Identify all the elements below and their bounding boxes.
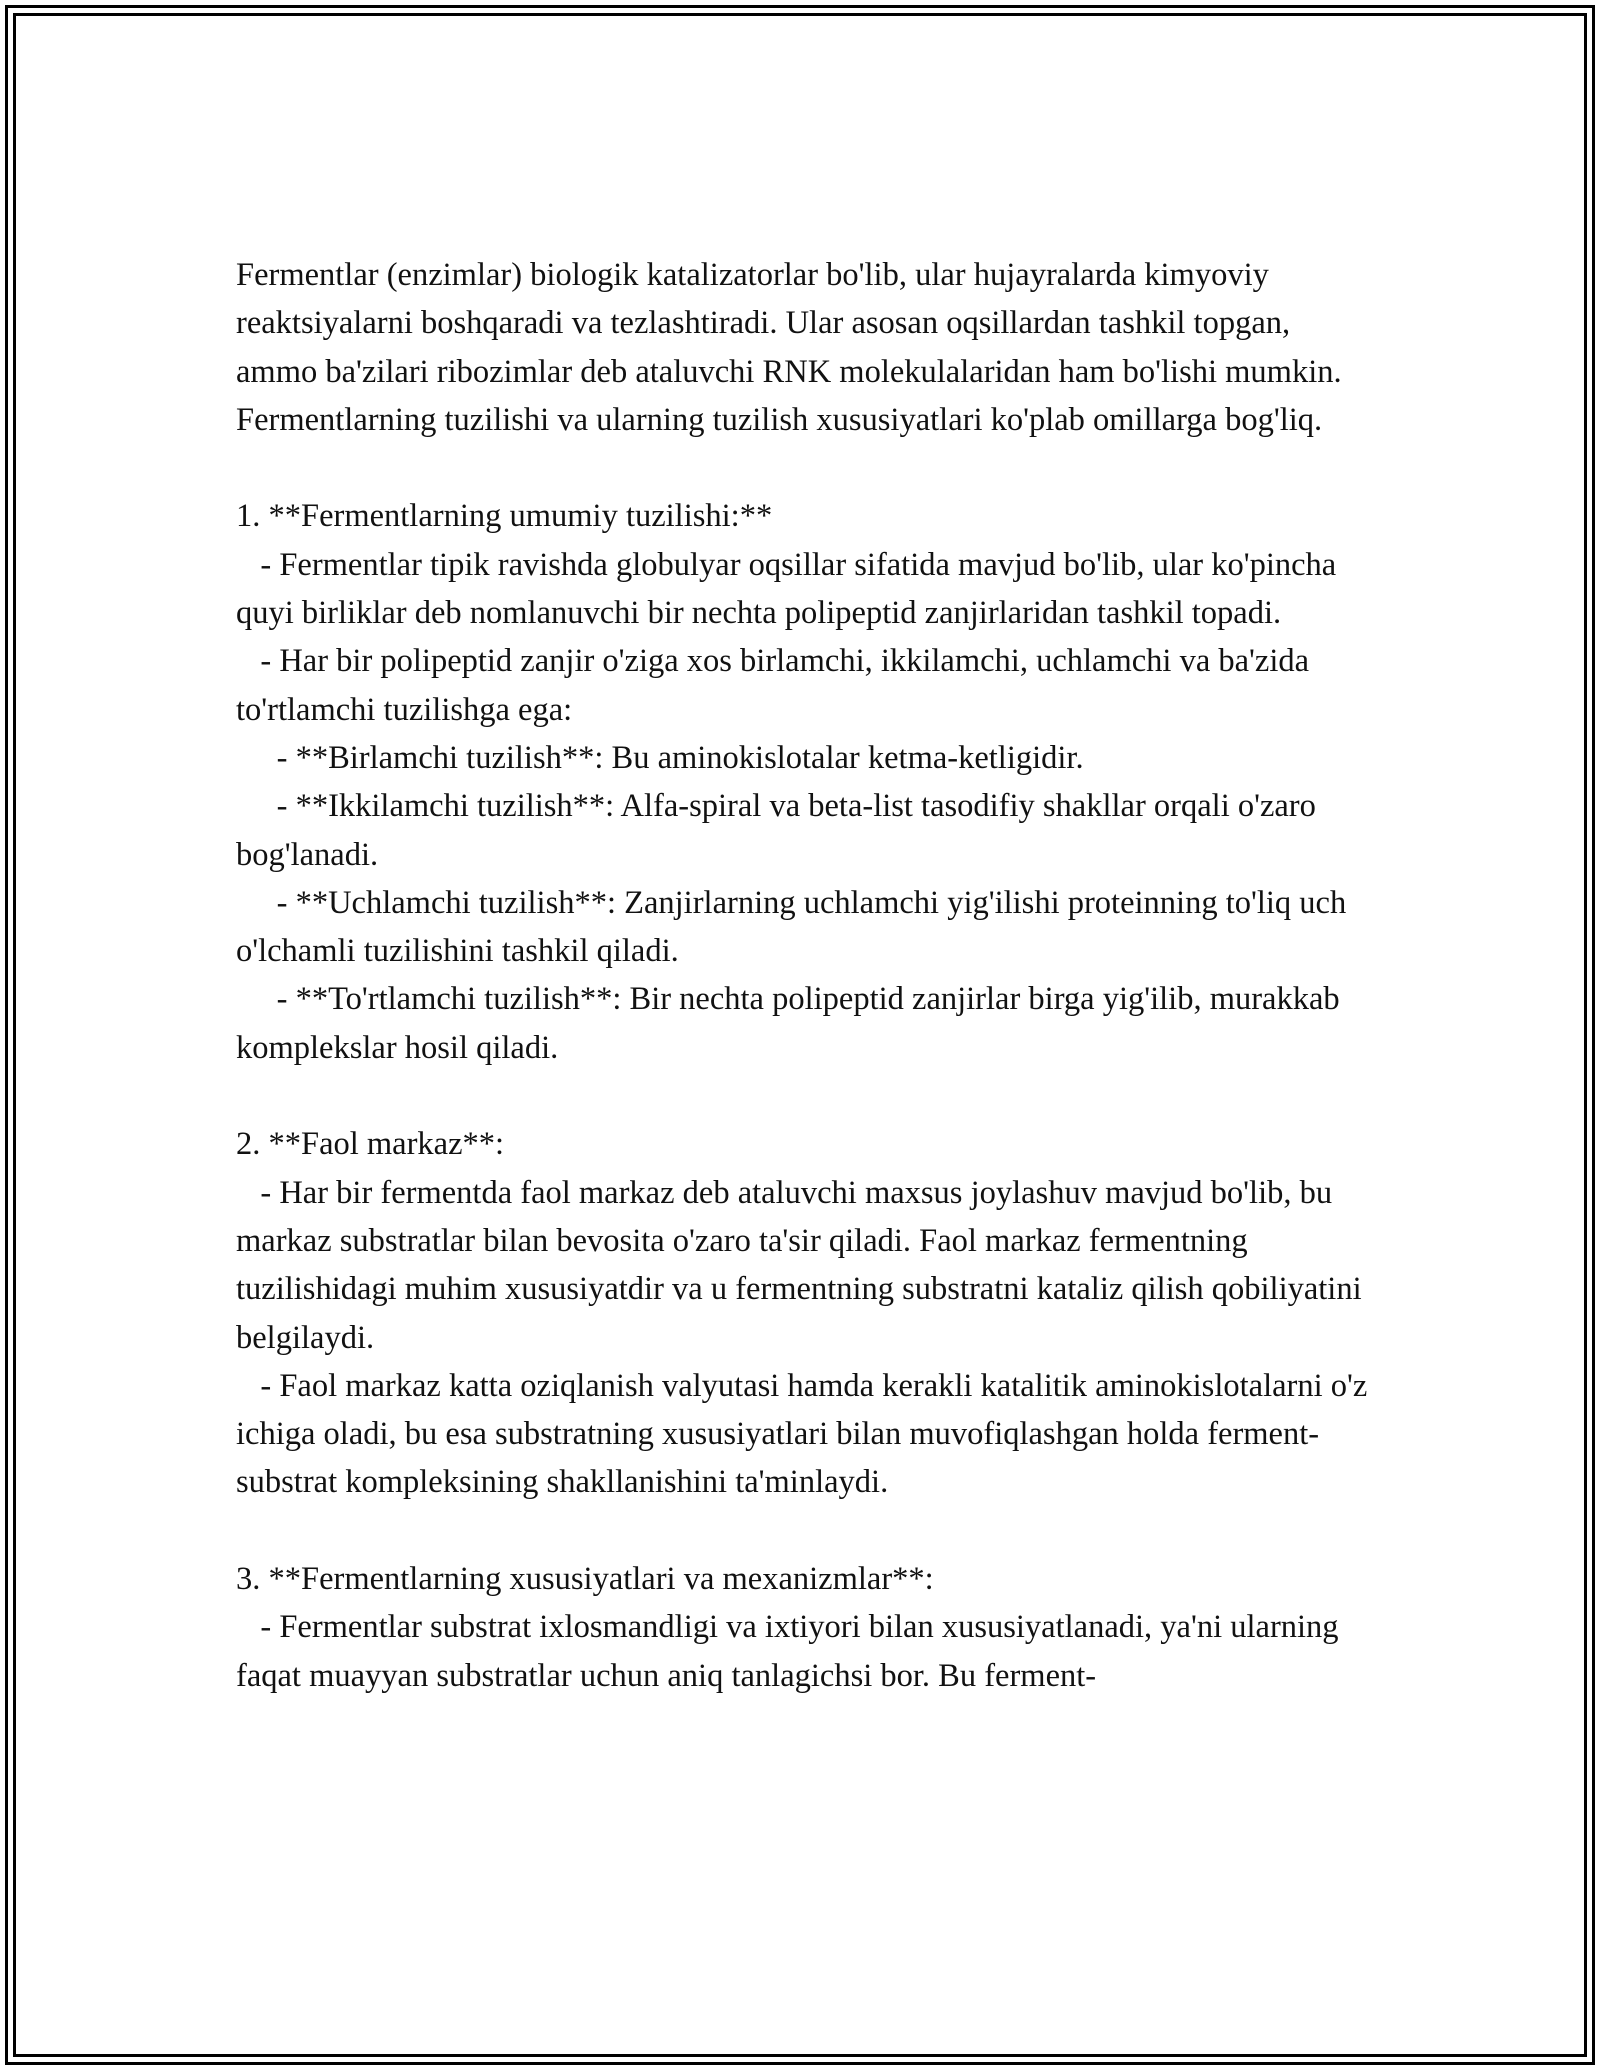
document-body-text: Fermentlar (enzimlar) biologik katalizatorlar bo'lib, ular hujayralarda kimyoviy reaktsiyalarni boshqaradi va tezlashtiradi. Ular asosan oqsillardan tashkil topgan, ammo ba'zilari ribozimlar deb ataluvchi RNK molekulalaridan ham bo'lishi mumkin. Fermentlarning tuzilishi va ularning tuzilish xususiyatlari ko'plab omillarga bog'liq. 1. **Fermentlarning umumiy tuzilishi:** - Fermentlar tipik ravishda globulyar oqsillar sifatida mavjud bo'lib, ular ko'pincha quyi birliklar deb nomlanuvchi bir nechta polipeptid zanjirlaridan tashkil topadi. - Har bir polipeptid zanjir o'ziga xos birlamchi, ikkilamchi, uchlamchi va ba'zida to'rtlamchi tuzilishga ega: - **Birlamchi tuzilish**: Bu aminokislotalar ketma-ketligidir. - **Ikkilamchi tuzilish**: Alfa-spiral va beta-list tasodifiy shakllar orqali o'zaro bog'lanadi. - **Uchlamchi tuzilish**: Zanjirlarning uchlamchi yig'ilishi proteinning to'liq uch o'lchamli tuzilishini tashkil qiladi. - **To'rtlamchi tuzilish**: Bir nechta polipeptid zanjirlar birga yig'ilib, murakkab komplekslar hosil qiladi. 2. **Faol markaz**: - Har bir fermentda faol markaz deb ataluvchi maxsus joylashuv mavjud bo'lib, bu markaz substratlar bilan bevosita o'zaro ta'sir qiladi. Faol markaz fermentning tuzilishidagi muhim xususiyatdir va u fermentning substratni kataliz qilish qobiliyatini belgilaydi. - Faol markaz katta oziqlanish valyutasi hamda kerakli katalitik aminokislotalarni o'z ichiga oladi, bu esa substratning xususiyatlari bilan muvofiqlashgan holda ferment-substrat kompleksining shakllanishini ta'minlaydi. 3. **Fermentlarning xususiyatlari va mexanizmlar**: - Fermentlar substrat ixlosmandligi va ixtiyori bilan xususiyatlanadi, ya'ni ularning faqat muayyan substratlar uchun aniq tanlagichsi bor. Bu ferment- bbox=[236, 257, 1368, 1694]
